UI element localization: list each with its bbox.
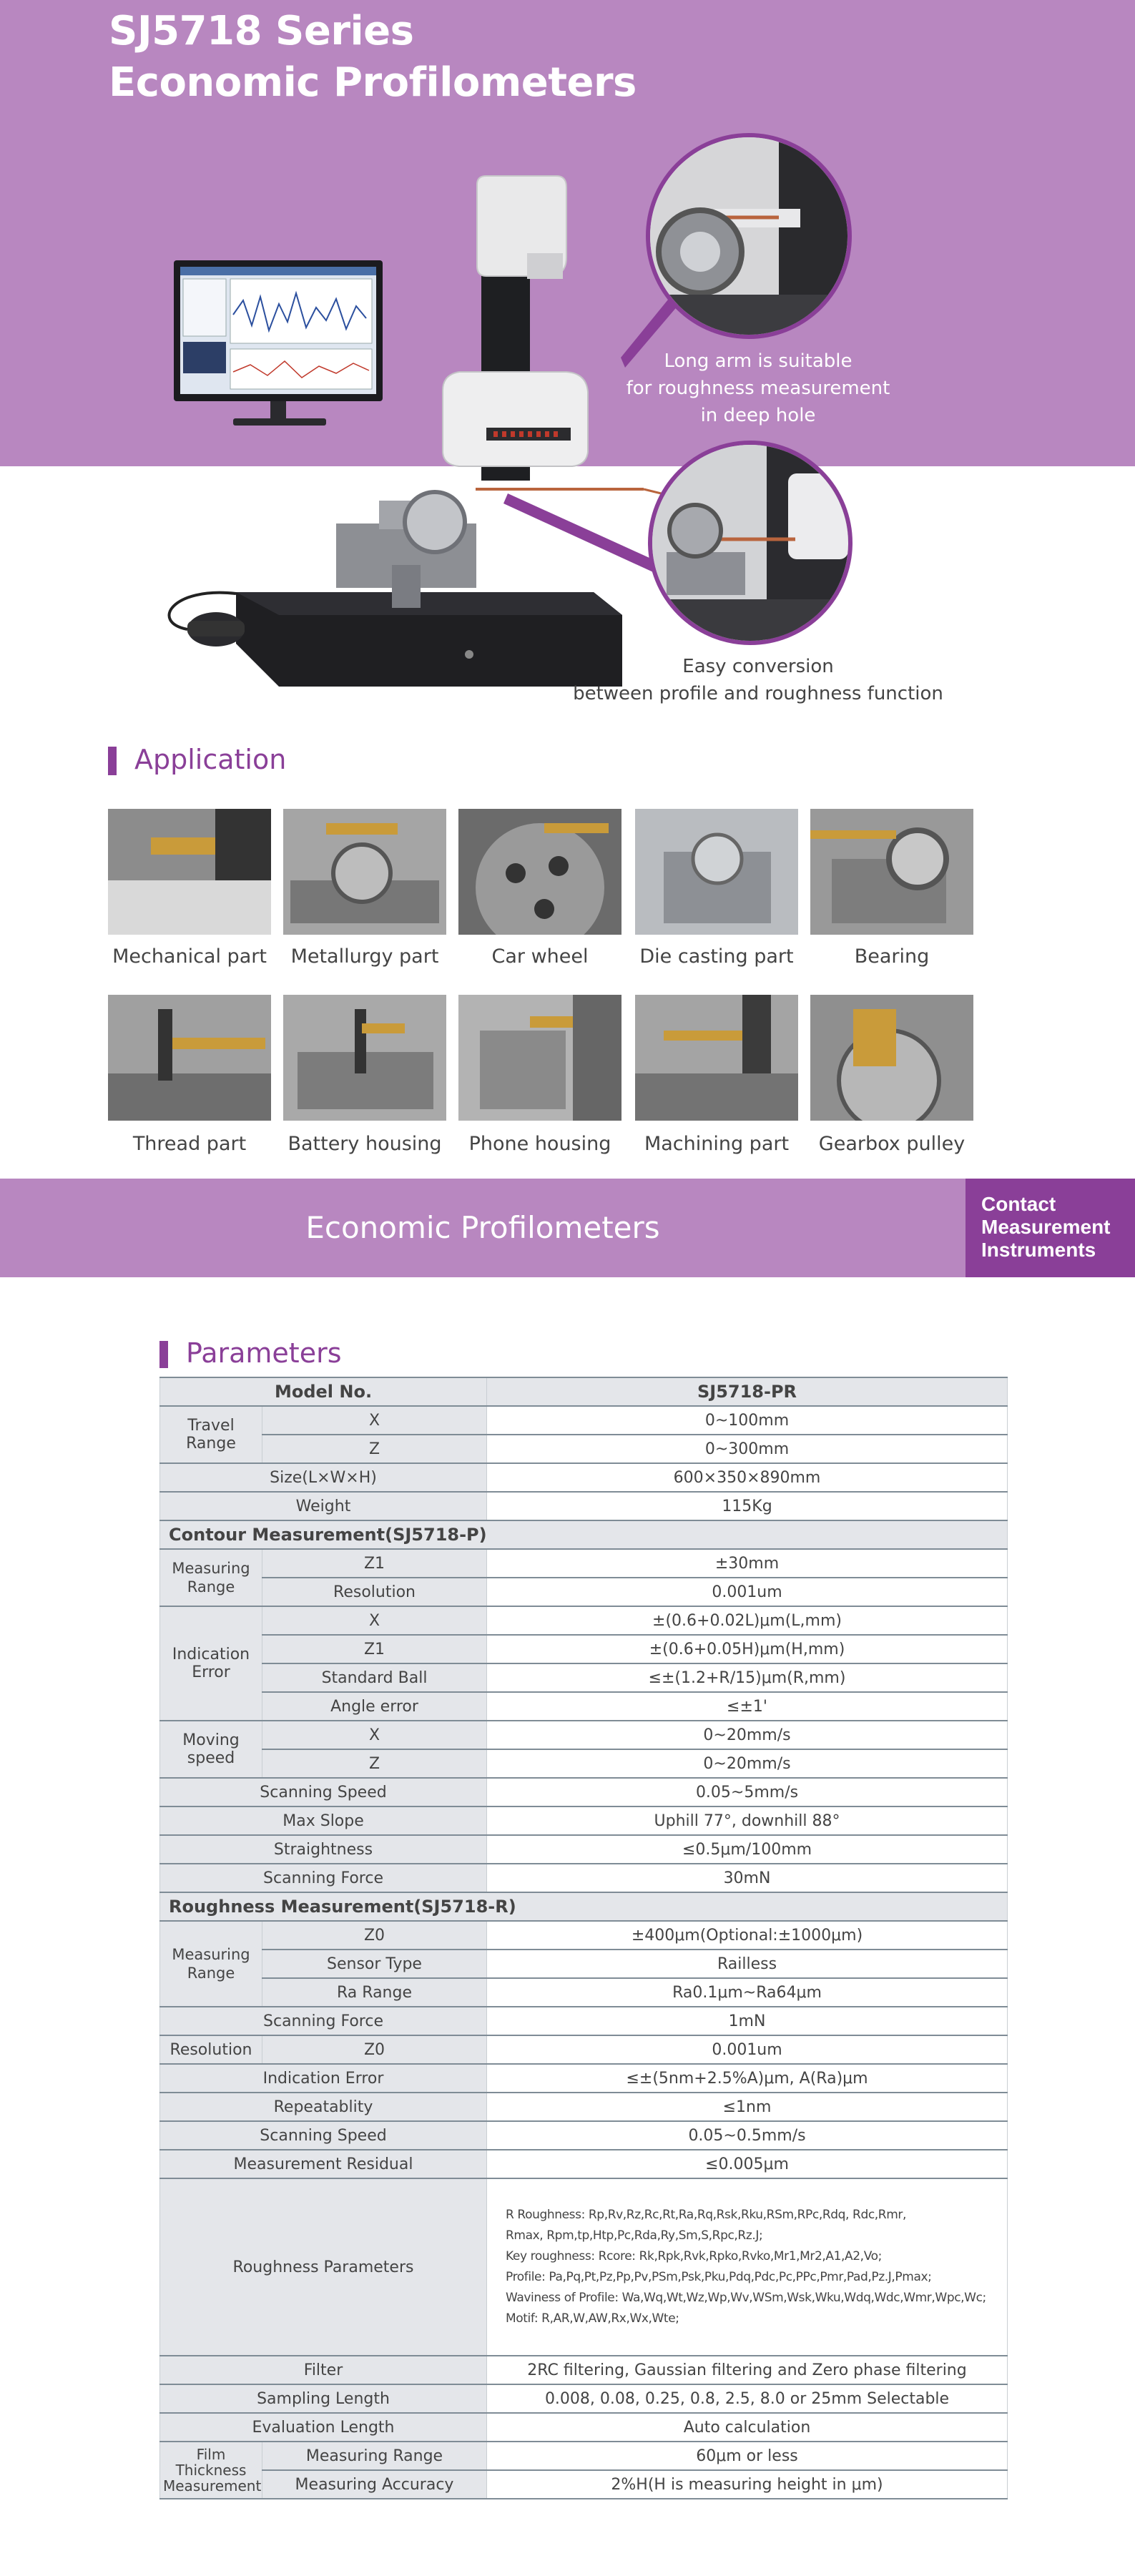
detail-image-long-arm bbox=[646, 133, 852, 339]
axis-x-label: X bbox=[262, 1606, 487, 1635]
size-value: 600×350×890mm bbox=[487, 1463, 1008, 1492]
z0-range-value: ±400μm(Optional:±1000μm) bbox=[487, 1921, 1008, 1950]
film-range-label: Measuring Range bbox=[262, 2442, 487, 2470]
app-caption: Bearing bbox=[854, 945, 930, 968]
roughness-params-line: Rmax, Rpm,tp,Htp,Pc,Rda,Ry,Sm,S,Rpc,Rz.J; bbox=[506, 2228, 763, 2243]
max-slope-label: Max Slope bbox=[160, 1806, 487, 1835]
repeatability-value: ≤1nm bbox=[487, 2093, 1008, 2121]
measuring-range-label: Measuring Range bbox=[160, 1549, 262, 1606]
axis-z1-label: Z1 bbox=[262, 1549, 487, 1578]
hero-title-line1: SJ5718 Series bbox=[109, 8, 414, 54]
model-value: SJ5718-PR bbox=[487, 1377, 1008, 1406]
roughness-params-line: Waviness of Profile: Wa,Wq,Wt,Wz,Wp,Wv,WSm,Wsk,Wku,Wdq,Wdc,Wmr,Wpc,Wc; bbox=[506, 2291, 986, 2305]
callout-long-arm-line: Long arm is suitable bbox=[664, 350, 853, 372]
scanning-speed-value: 0.05~5mm/s bbox=[487, 1778, 1008, 1806]
roughness-params-line: Key roughness: Rcore: Rk,Rpk,Rvk,Rpko,Rvko,Mr1,Mr2,A1,A2,Vo; bbox=[506, 2249, 882, 2263]
app-image-die-casting bbox=[635, 809, 798, 935]
scanning-force-label: Scanning Force bbox=[160, 1864, 487, 1892]
category-tag bbox=[966, 1179, 1135, 1277]
scanning-force-label: Scanning Force bbox=[160, 2007, 487, 2035]
band-title: Economic Profilometers bbox=[305, 1210, 660, 1245]
app-image-thread bbox=[108, 995, 271, 1121]
axis-z-label: Z bbox=[262, 1749, 487, 1778]
axis-z0-label: Z0 bbox=[262, 2035, 487, 2064]
roughness-params-line: Profile: Pa,Pq,Pt,Pz,Pp,Pv,PSm,Psk,Pku,Pdq,Pdc,Pc,PPc,Pmr,Pad,Pz.J,Pmax; bbox=[506, 2270, 932, 2284]
sensor-type-value: Railless bbox=[487, 1950, 1008, 1978]
callout-long-arm bbox=[615, 348, 901, 429]
detail-image-conversion bbox=[648, 441, 853, 645]
axis-x-label: X bbox=[262, 1406, 487, 1435]
ie-z1-value: ±(0.6+0.05H)μm(H,mm) bbox=[487, 1635, 1008, 1663]
callout-conversion-line: Easy conversion bbox=[682, 656, 834, 677]
axis-z-label: Z bbox=[262, 1435, 487, 1463]
section-bar bbox=[159, 1341, 168, 1368]
app-caption: Phone housing bbox=[468, 1133, 611, 1155]
category-tag-line: Instruments bbox=[981, 1239, 1096, 1261]
residual-label: Measurement Residual bbox=[160, 2150, 487, 2178]
travel-range-label: Travel Range bbox=[160, 1406, 262, 1463]
contour-header: Contour Measurement(SJ5718-P) bbox=[160, 1520, 1008, 1549]
resolution-label: Resolution bbox=[262, 1578, 487, 1606]
film-accuracy-label: Measuring Accuracy bbox=[262, 2470, 487, 2499]
roughness-params-line: R Roughness: Rp,Rv,Rz,Rc,Rt,Ra,Rq,Rsk,Rku,RSm,RPc,Rdq, Rdc,Rmr, bbox=[506, 2208, 906, 2222]
axis-z1-label: Z1 bbox=[262, 1635, 487, 1663]
parameters-table bbox=[159, 1377, 1008, 2499]
app-image-machining bbox=[635, 995, 798, 1121]
callout-long-arm-line: in deep hole bbox=[700, 405, 816, 426]
scanning-speed-label: Scanning Speed bbox=[160, 1778, 487, 1806]
parameters-heading: Parameters bbox=[186, 1337, 342, 1369]
evaluation-length-label: Evaluation Length bbox=[160, 2413, 487, 2442]
travel-x-value: 0~100mm bbox=[487, 1406, 1008, 1435]
axis-x-label: X bbox=[262, 1721, 487, 1749]
r-scanning-force-value: 1mN bbox=[487, 2007, 1008, 2035]
indication-error-label: Indication Error bbox=[160, 1606, 262, 1721]
roughness-header: Roughness Measurement(SJ5718-R) bbox=[160, 1892, 1008, 1921]
app-image-battery bbox=[283, 995, 446, 1121]
residual-value: ≤0.005μm bbox=[487, 2150, 1008, 2178]
app-caption: Mechanical part bbox=[112, 945, 267, 968]
callout-conversion-line: between profile and roughness function bbox=[573, 683, 943, 704]
category-tag-line: Measurement bbox=[981, 1216, 1111, 1238]
filter-label: Filter bbox=[160, 2356, 487, 2384]
ie-x-value: ±(0.6+0.02L)μm(L,mm) bbox=[487, 1606, 1008, 1635]
repeatability-label: Repeatablity bbox=[160, 2093, 487, 2121]
model-label: Model No. bbox=[160, 1377, 487, 1406]
app-image-metallurgy bbox=[283, 809, 446, 935]
callout-pointer bbox=[503, 493, 665, 575]
hero-title-line2: Economic Profilometers bbox=[109, 59, 637, 106]
weight-value: 115Kg bbox=[487, 1492, 1008, 1520]
app-caption: Battery housing bbox=[288, 1133, 442, 1155]
callout-conversion bbox=[572, 653, 944, 707]
app-caption: Die casting part bbox=[639, 945, 794, 968]
ie-ball-value: ≤±(1.2+R/15)μm(R,mm) bbox=[487, 1663, 1008, 1692]
sampling-length-label: Sampling Length bbox=[160, 2384, 487, 2413]
profilometer-image bbox=[169, 176, 690, 687]
app-caption: Metallurgy part bbox=[290, 945, 439, 968]
product-illustration bbox=[0, 0, 1135, 715]
r-indication-error-value: ≤±(5nm+2.5%A)μm, A(Ra)μm bbox=[487, 2064, 1008, 2093]
callout-long-arm-line: for roughness measurement bbox=[626, 378, 890, 399]
app-image-mechanical bbox=[108, 809, 271, 935]
ra-range-value: Ra0.1μm~Ra64μm bbox=[487, 1978, 1008, 2007]
moving-speed-z-value: 0~20mm/s bbox=[487, 1749, 1008, 1778]
app-image-gearbox bbox=[810, 995, 973, 1121]
section-bar bbox=[108, 747, 117, 775]
moving-speed-label: Moving speed bbox=[160, 1721, 262, 1778]
sensor-type-label: Sensor Type bbox=[262, 1950, 487, 1978]
app-caption: Thread part bbox=[132, 1133, 247, 1155]
film-accuracy-value: 2%H(H is measuring height in μm) bbox=[487, 2470, 1008, 2499]
angle-error-label: Angle error bbox=[262, 1692, 487, 1721]
moving-speed-x-value: 0~20mm/s bbox=[487, 1721, 1008, 1749]
straightness-value: ≤0.5μm/100mm bbox=[487, 1835, 1008, 1864]
r-resolution-value: 0.001um bbox=[487, 2035, 1008, 2064]
app-caption: Car wheel bbox=[491, 945, 589, 968]
resolution-value: 0.001um bbox=[487, 1578, 1008, 1606]
measuring-range-label: Measuring Range bbox=[160, 1921, 262, 2007]
weight-label: Weight bbox=[160, 1492, 487, 1520]
application-heading: Application bbox=[134, 744, 287, 775]
roughness-params-value bbox=[487, 2178, 1008, 2356]
travel-z-value: 0~300mm bbox=[487, 1435, 1008, 1463]
size-label: Size(L×W×H) bbox=[160, 1463, 487, 1492]
standard-ball-label: Standard Ball bbox=[262, 1663, 487, 1692]
sampling-length-value: 0.008, 0.08, 0.25, 0.8, 2.5, 8.0 or 25mm Selectable bbox=[487, 2384, 1008, 2413]
ie-angle-value: ≤±1' bbox=[487, 1692, 1008, 1721]
straightness-label: Straightness bbox=[160, 1835, 487, 1864]
r-indication-error-label: Indication Error bbox=[160, 2064, 487, 2093]
app-image-bearing bbox=[810, 809, 973, 935]
filter-value: 2RC filtering, Gaussian filtering and Zero phase filtering bbox=[487, 2356, 1008, 2384]
scanning-speed-label: Scanning Speed bbox=[160, 2121, 487, 2150]
scanning-force-value: 30mN bbox=[487, 1864, 1008, 1892]
roughness-params-line: Motif: R,AR,W,AW,Rx,Wx,Wte; bbox=[506, 2311, 679, 2326]
category-tag-line: Contact bbox=[981, 1193, 1056, 1215]
app-image-car-wheel bbox=[458, 809, 621, 935]
app-caption: Machining part bbox=[644, 1133, 790, 1155]
app-caption: Gearbox pulley bbox=[818, 1133, 966, 1155]
r-resolution-label: Resolution bbox=[160, 2035, 262, 2064]
roughness-params-label: Roughness Parameters bbox=[160, 2178, 487, 2356]
app-image-phone bbox=[458, 995, 621, 1121]
monitor-image bbox=[174, 260, 383, 426]
film-thickness-label: Film Thickness Measurement bbox=[160, 2442, 262, 2499]
film-range-value: 60μm or less bbox=[487, 2442, 1008, 2470]
z1-range-value: ±30mm bbox=[487, 1549, 1008, 1578]
evaluation-length-value: Auto calculation bbox=[487, 2413, 1008, 2442]
ra-range-label: Ra Range bbox=[262, 1978, 487, 2007]
max-slope-value: Uphill 77°, downhill 88° bbox=[487, 1806, 1008, 1835]
axis-z0-label: Z0 bbox=[262, 1921, 487, 1950]
r-scanning-speed-value: 0.05~0.5mm/s bbox=[487, 2121, 1008, 2150]
